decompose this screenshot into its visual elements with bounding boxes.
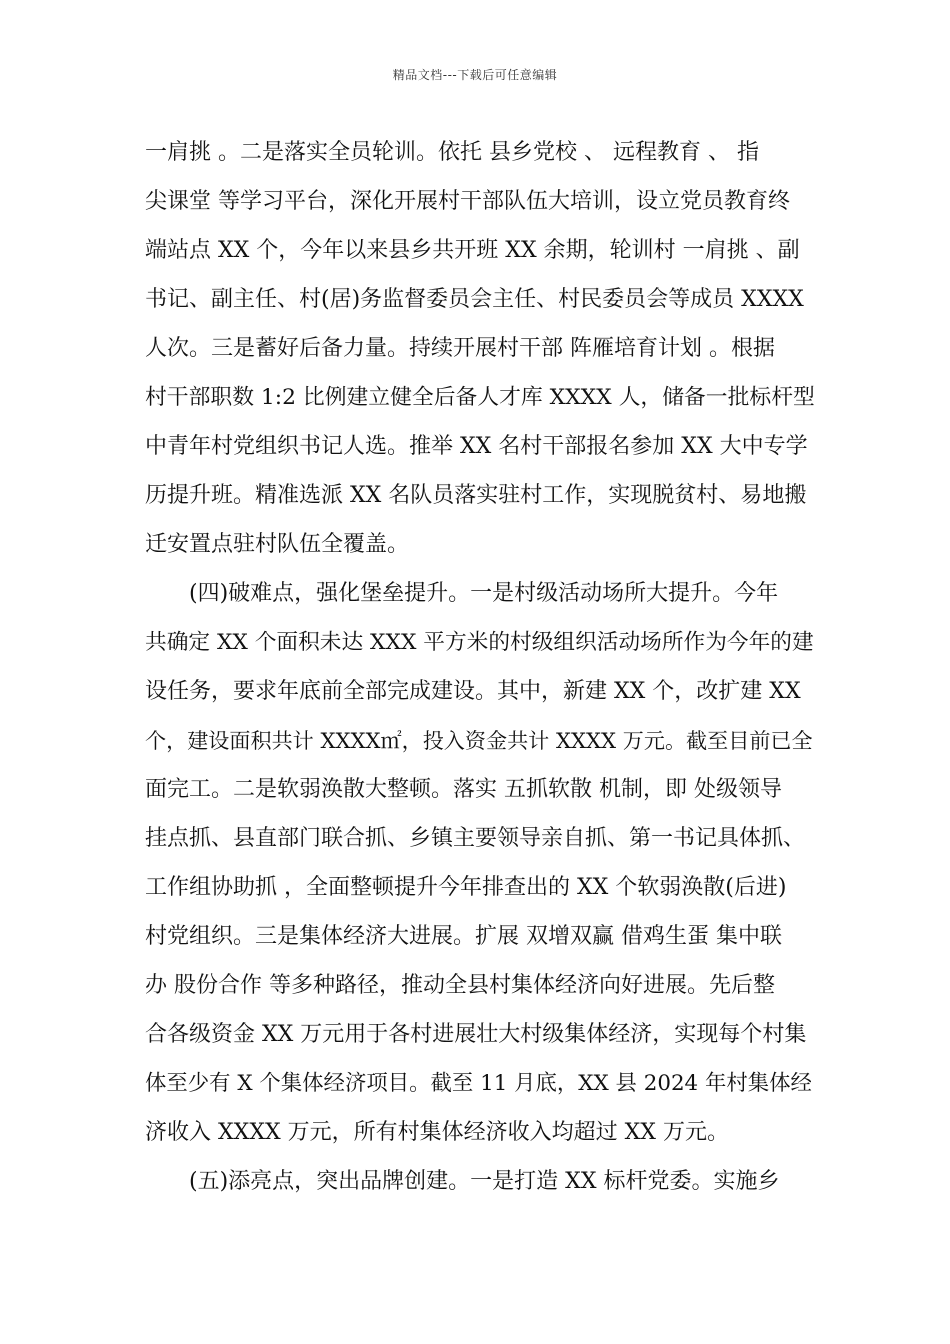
text-line: 尖课堂 等学习平台，深化开展村干部队伍大培训，设立党员教育终 bbox=[145, 189, 790, 214]
paragraph-heading-line: (四)破难点，强化堡垒提升。一是村级活动场所大提升。今年 bbox=[189, 581, 779, 606]
page-header: 精品文档---下载后可任意编辑 bbox=[392, 68, 558, 82]
text-line: 村干部职数 1:2 比例建立健全后备人才库 XXXX 人，储备一批标杆型 bbox=[145, 385, 815, 410]
text-line: 一肩挑 。二是落实全员轮训。依托 县乡党校 、 远程教育 、 指 bbox=[145, 140, 759, 165]
text-line: 迁安置点驻村队伍全覆盖。 bbox=[145, 532, 410, 557]
text-line: 人次。三是蓄好后备力量。持续开展村干部 阵雁培育计划 。根据 bbox=[145, 336, 775, 361]
text-line: 合各级资金 XX 万元用于各村进展壮大村级集体经济，实现每个村集 bbox=[145, 1022, 807, 1047]
text-line: 设任务，要求年底前全部完成建设。其中，新建 XX 个，改扩建 XX bbox=[145, 679, 801, 704]
text-line: 个，建设面积共计 XXXX㎡，投入资金共计 XXXX 万元。截至目前已全 bbox=[145, 728, 813, 753]
text-line: 面完工。二是软弱涣散大整顿。落实 五抓软散 机制，即 处级领导 bbox=[145, 777, 782, 802]
text-line: 中青年村党组织书记人选。推举 XX 名村干部报名参加 XX 大中专学 bbox=[145, 434, 808, 459]
text-line: 历提升班。精准选派 XX 名队员落实驻村工作，实现脱贫村、易地搬 bbox=[145, 483, 807, 508]
document-body bbox=[145, 136, 815, 1214]
text-line: 共确定 XX 个面积未达 XXX 平方米的村级组织活动场所作为今年的建 bbox=[145, 630, 814, 655]
text-line: 体至少有 X 个集体经济项目。截至 11 月底，XX 县 2024 年村集体经 bbox=[145, 1071, 812, 1096]
text-line: 村党组织。三是集体经济大进展。扩展 双增双赢 借鸡生蛋 集中联 bbox=[145, 924, 782, 949]
paragraph-heading-line: (五)添亮点，突出品牌创建。一是打造 XX 标杆党委。实施乡 bbox=[189, 1169, 780, 1194]
text-line: 挂点抓、县直部门联合抓、乡镇主要领导亲自抓、第一书记具体抓、 bbox=[145, 826, 806, 851]
text-line: 济收入 XXXX 万元，所有村集体经济收入均超过 XX 万元。 bbox=[145, 1120, 729, 1145]
text-line: 工作组协助抓 ，全面整顿提升今年排查出的 XX 个软弱涣散(后进) bbox=[145, 875, 787, 900]
text-line: 端站点 XX 个，今年以来县乡共开班 XX 余期，轮训村 一肩挑 、副 bbox=[145, 238, 800, 263]
text-line: 办 股份合作 等多种路径，推动全县村集体经济向好进展。先后整 bbox=[145, 973, 775, 998]
text-line: 书记、副主任、村(居)务监督委员会主任、村民委员会等成员 XXXX bbox=[145, 287, 804, 312]
